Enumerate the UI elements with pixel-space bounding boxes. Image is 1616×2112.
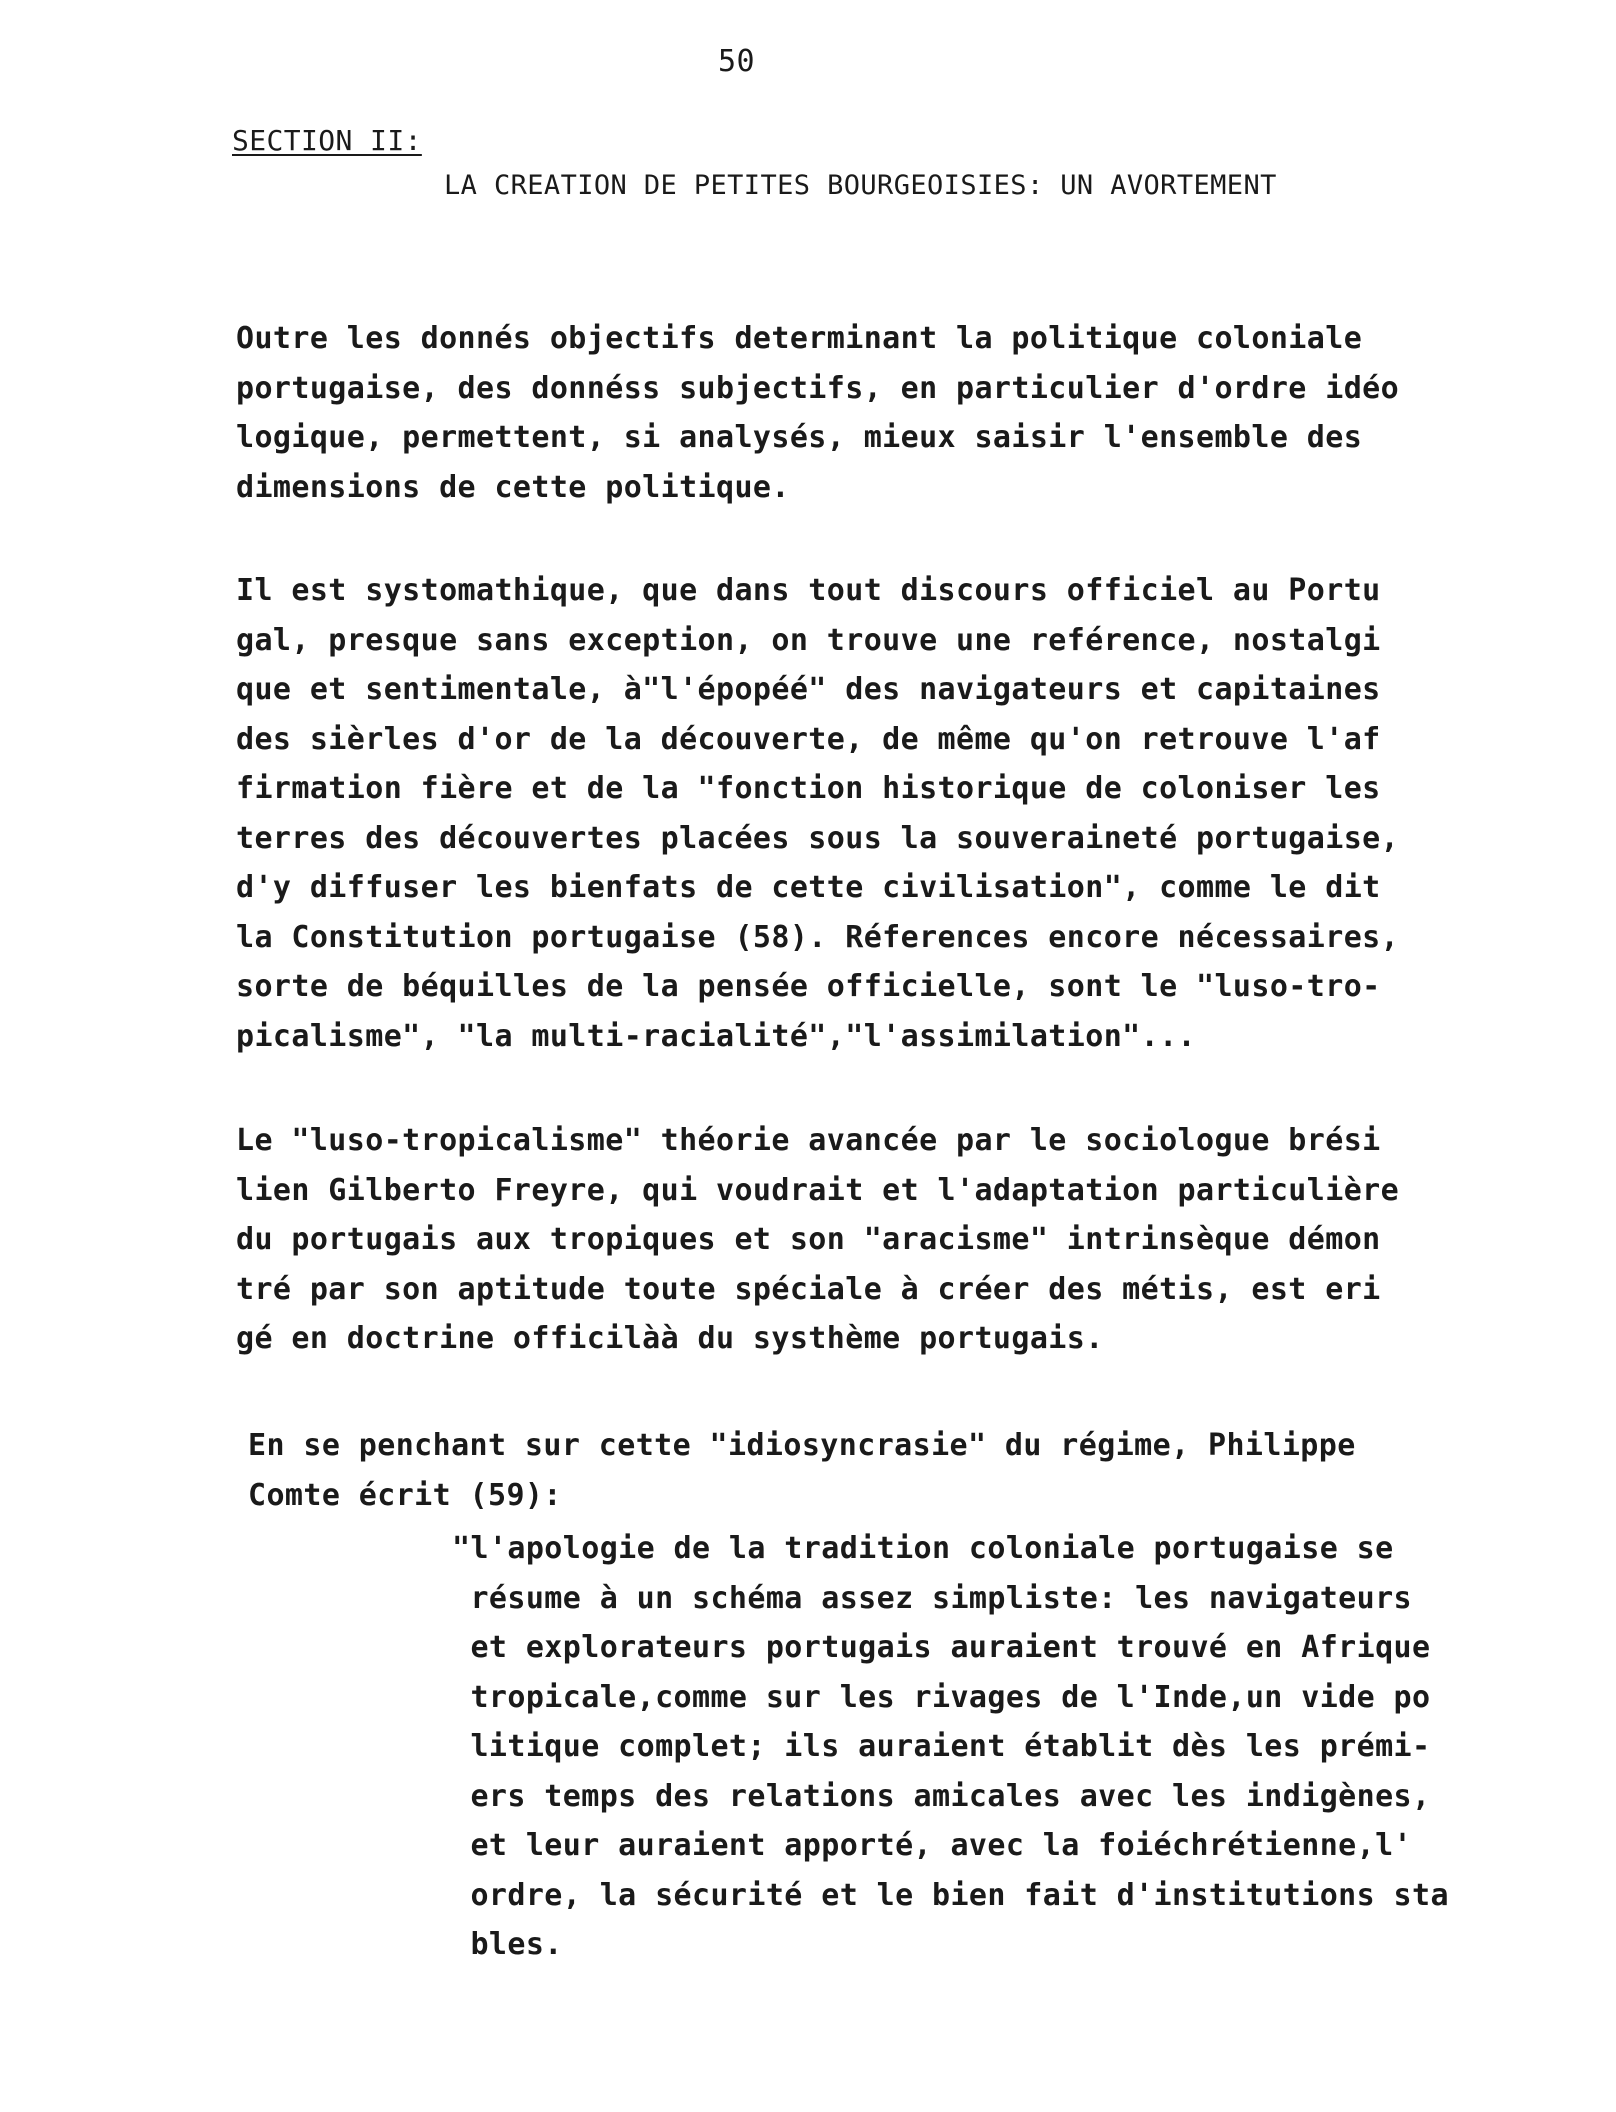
quote-line: ordre, la sécurité et le bien fait d'institutions sta [452, 1877, 1449, 1913]
section-title: LA CREATION DE PETITES BOURGEOISIES: UN AVORTEMENT [444, 170, 1277, 201]
block-quote [452, 1524, 1616, 1970]
text-line: dimensions de cette politique. [236, 469, 790, 505]
quote-line: bles. [452, 1927, 563, 1962]
paragraph-1 [236, 314, 1536, 512]
paragraph-3 [236, 1116, 1536, 1364]
text-line: Comte écrit (59): [248, 1477, 562, 1513]
text-line: picalisme", "la multi-racialité","l'assimilation"... [236, 1018, 1196, 1054]
text-line: Outre les donnés objectifs determinant la politique coloniale [236, 321, 1363, 356]
text-line: gé en doctrine officilàà du systhème portugais. [236, 1321, 1104, 1356]
text-line: gal, presque sans exception, on trouve une reférence, nostalgi [236, 622, 1381, 658]
quote-line: tropicale,comme sur les rivages de l'Inde,un vide po [452, 1679, 1431, 1715]
text-line: d'y diffuser les bienfats de cette civilisation", comme le dit [236, 870, 1381, 905]
quote-line: résume à un schéma assez simpliste: les navigateurs [452, 1580, 1412, 1616]
text-line: des sièrles d'or de la découverte, de même qu'on retrouve l'af [236, 721, 1381, 757]
page-number: 50 [718, 44, 755, 79]
text-line: tré par son aptitude toute spéciale à créer des métis, est eri [236, 1271, 1381, 1307]
text-line: la Constitution portugaise (58). Réferences encore nécessaires, [236, 919, 1400, 955]
text-line: lien Gilberto Freyre, qui voudrait et l'adaptation particulière [236, 1172, 1400, 1208]
text-line: sorte de béquilles de la pensée officielle, sont le "luso-tro- [236, 969, 1381, 1004]
paragraph-2 [236, 566, 1536, 1061]
text-line: En se penchant sur cette "idiosyncrasie" du régime, Philippe [248, 1428, 1356, 1463]
text-line: terres des découvertes placées sous la souveraineté portugaise, [236, 820, 1400, 856]
quote-line: "l'apologie de la tradition coloniale portugaise se [452, 1531, 1394, 1566]
quote-line: et leur auraient apporté, avec la foiéchrétienne,l' [452, 1828, 1412, 1863]
section-label: SECTION II: [232, 124, 422, 157]
paragraph-4 [248, 1421, 1548, 1520]
text-line: que et sentimentale, à"l'épopéé" des navigateurs et capitaines [236, 672, 1381, 707]
text-line: Le "luso-tropicalisme" théorie avancée par le sociologue brési [236, 1123, 1381, 1158]
text-line: Il est systomathique, que dans tout discours officiel au Portu [236, 573, 1381, 608]
text-line: du portugais aux tropiques et son "aracisme" intrinsèque démon [236, 1222, 1381, 1257]
quote-line: ers temps des relations amicales avec les indigènes, [452, 1778, 1431, 1814]
quote-line: et explorateurs portugais auraient trouvé en Afrique [452, 1630, 1431, 1665]
text-line: firmation fière et de la "fonction historique de coloniser les [236, 771, 1381, 806]
text-line: logique, permettent, si analysés, mieux saisir l'ensemble des [236, 420, 1363, 455]
quote-line: litique complet; ils auraient établit dès les prémi- [452, 1729, 1431, 1764]
text-line: portugaise, des donnéss subjectifs, en particulier d'ordre idéo [236, 370, 1400, 406]
